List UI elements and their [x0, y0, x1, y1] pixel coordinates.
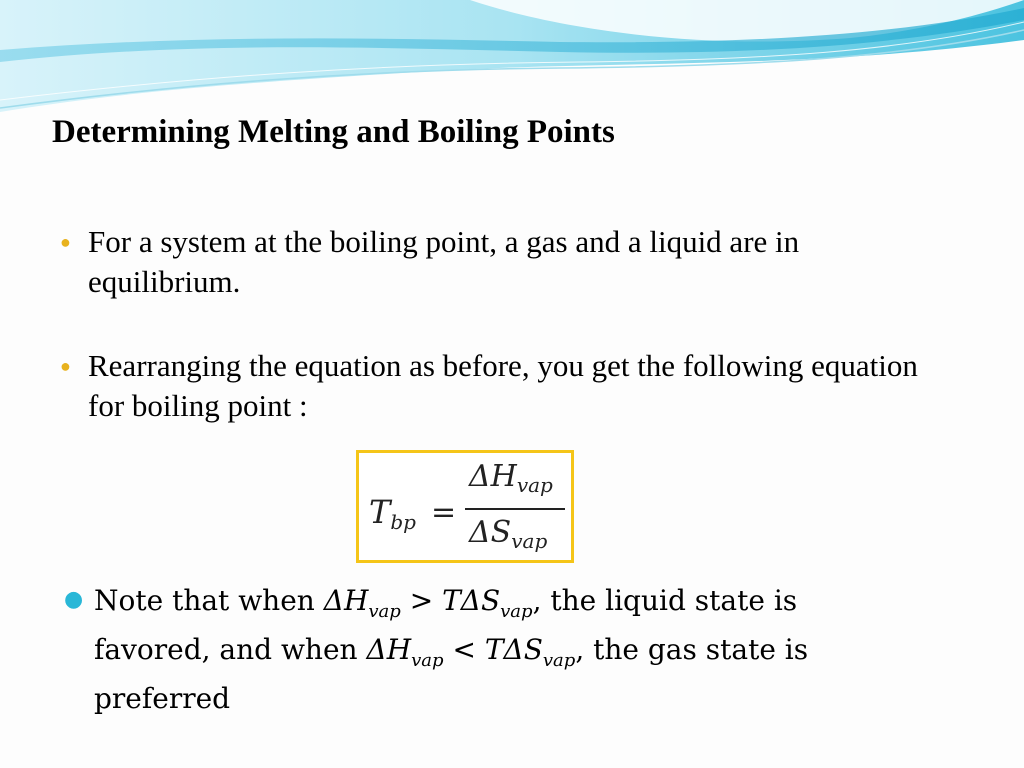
bullet-note-state-favored	[64, 582, 914, 718]
note-text: Note that when $\Delta H_{vap} > T\Delta S_{vap}$, the liquid state is favored, and when $\Delta H_{vap} < T\Delta S_{vap}$, the gas state is preferred	[94, 584, 809, 715]
formula-lhs: $T_{bp}$	[369, 493, 416, 534]
bullet-text: Rearranging the equation as before, you get the following equation for boiling point :	[88, 348, 918, 423]
bullet-text: For a system at the boiling point, a gas and a liquid are in equilibrium.	[88, 224, 800, 299]
slide-title: Determining Melting and Boiling Points	[52, 114, 615, 150]
boiling-point-formula	[356, 450, 574, 563]
header-wave-decoration	[0, 0, 1024, 120]
formula-numerator: $\Delta H_{vap}$	[469, 459, 553, 497]
formula-denominator: $\Delta S_{vap}$	[469, 515, 548, 553]
fraction-bar	[465, 508, 565, 510]
bullet-dot-icon: ●	[60, 356, 71, 376]
bullet-dot-icon: ●	[64, 587, 84, 612]
formula-equals: =	[431, 495, 457, 530]
bullet-dot-icon: ●	[60, 232, 71, 252]
bullet-rearranging-equation	[60, 346, 948, 426]
bullet-boiling-equilibrium	[60, 222, 948, 302]
